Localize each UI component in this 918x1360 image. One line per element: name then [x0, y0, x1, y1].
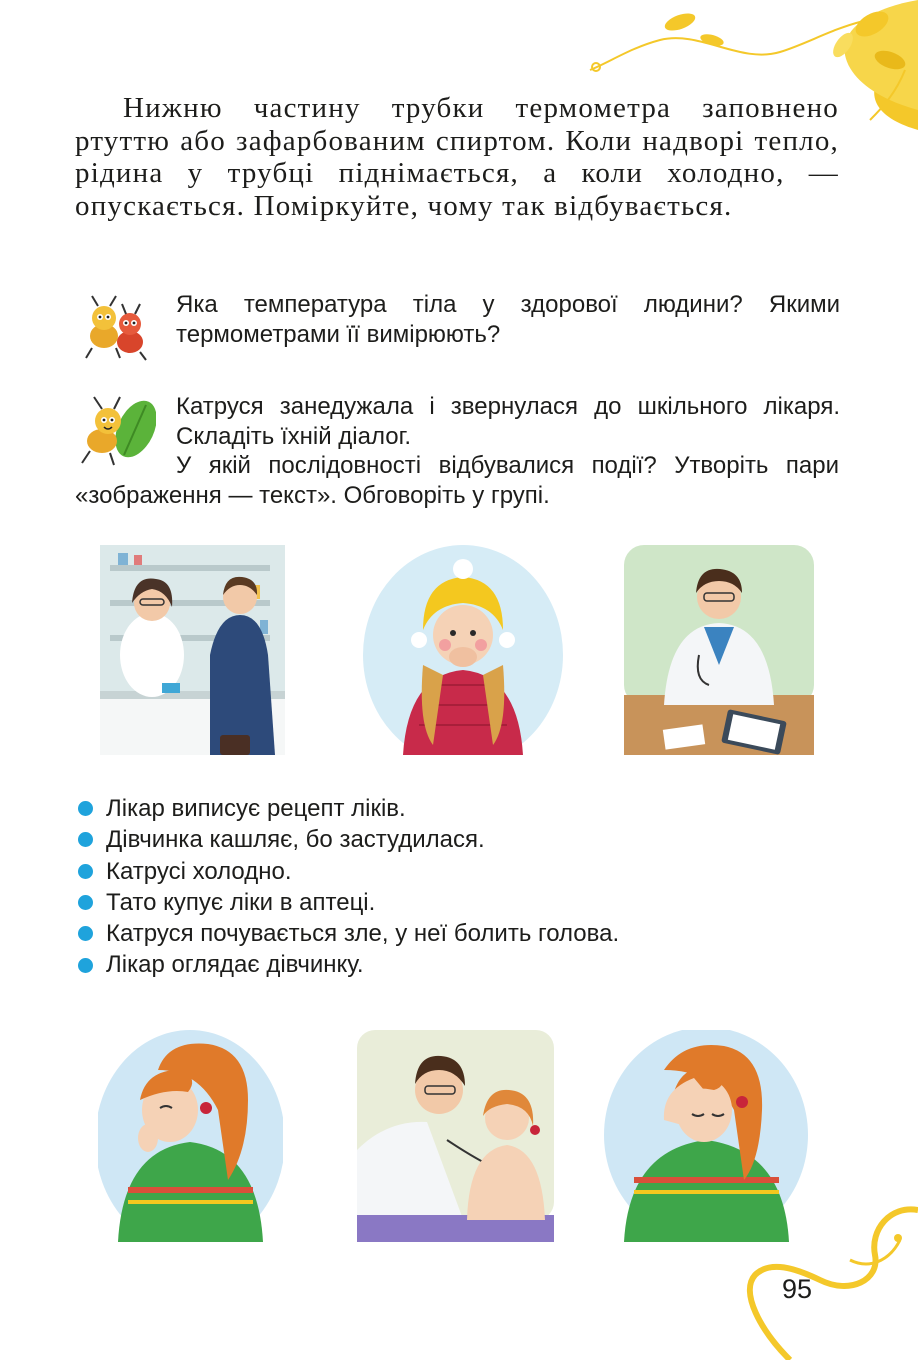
ants-mascot-icon	[80, 290, 152, 362]
illustration-pharmacy	[100, 545, 285, 755]
task-temperature-question: Яка температура тіла у здорової людини? Якими термометрами її вимірюють?	[176, 291, 840, 348]
thermometer-paragraph: Нижню частину трубки термометра заповнено ртуттю або зафарбованим спиртом. Коли надворі тепло, рідина у трубці піднімається, а коли холодно, — опускається. Поміркуйте, чому так відбувається.	[75, 92, 839, 222]
illustration-girl-coughing	[98, 1030, 283, 1242]
bullet-icon	[78, 958, 93, 973]
page-number: 95	[782, 1274, 813, 1304]
list-item: Катрусі холодно.	[78, 856, 838, 887]
list-item: Лікар оглядає дівчинку.	[78, 949, 838, 980]
illustration-doctor-writing	[624, 545, 814, 755]
illustration-doctor-examining-girl	[357, 1030, 554, 1242]
illustration-girl-headache	[604, 1030, 809, 1242]
list-item: Катруся почувається зле, у неї болить голова.	[78, 918, 838, 949]
task-sequence: У якій послідовності відбувалися події? Утворіть пари «зображення — текст». Обговоріть у групі.	[75, 452, 839, 509]
list-item: Дівчинка кашляє, бо застудилася.	[78, 824, 838, 855]
illustration-girl-cold	[363, 545, 563, 755]
bullet-icon	[78, 895, 93, 910]
task-dialog: Катруся занедужала і звернулася до шкільного лікаря. Складіть їхній діалог.	[176, 393, 840, 450]
list-item: Тато купує ліки в аптеці.	[78, 887, 838, 918]
bullet-icon	[78, 832, 93, 847]
list-item: Лікар виписує рецепт ліків.	[78, 793, 838, 824]
bullet-icon	[78, 801, 93, 816]
statements-list	[78, 793, 838, 981]
bullet-icon	[78, 864, 93, 879]
bullet-icon	[78, 926, 93, 941]
